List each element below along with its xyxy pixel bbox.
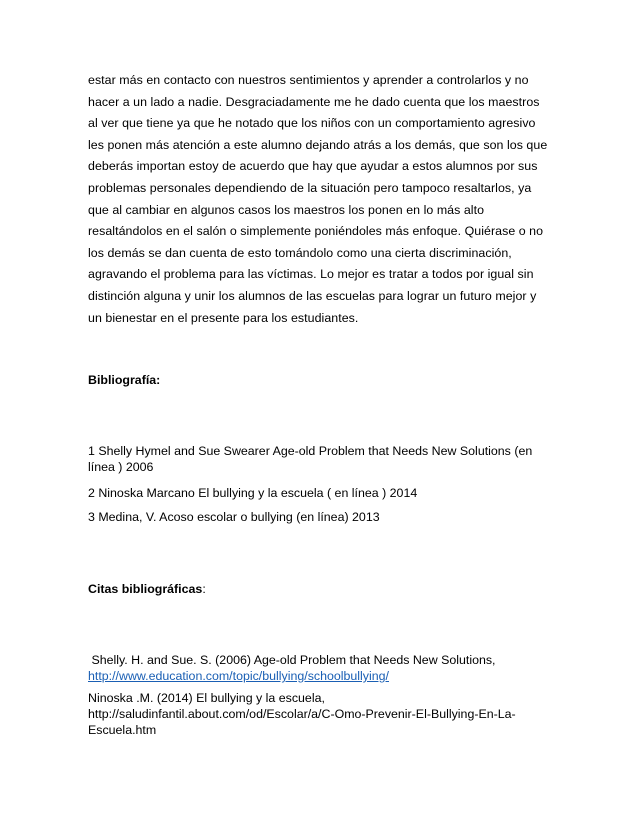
citation-entry-1: [88, 652, 558, 684]
paragraph-line: problemas personales dependiendo de la situación pero tampoco resaltarlos, ya: [88, 180, 532, 195]
citation-url-line: http://saludinfantil.about.com/od/Escolar/a/C-Omo-Prevenir-El-Bullying-En-La-: [88, 707, 516, 721]
bibliografia-heading: Bibliografía:: [88, 373, 161, 387]
paragraph-line: un bienestar en el presente para los estudiantes.: [88, 310, 359, 325]
citation-link[interactable]: http://www.education.com/topic/bullying/schoolbullying/: [88, 669, 389, 683]
bibliography-entry-3: [88, 509, 558, 525]
paragraph-line: distinción alguna y unir los alumnos de las escuelas para lograr un futuro mejor y: [88, 288, 537, 303]
bibliography-entry-line: 3 Medina, V. Acoso escolar o bullying (en línea) 2013: [88, 510, 380, 524]
paragraph-line: deberás importan estoy de acuerdo que hay que ayudar a estos alumnos por sus: [88, 159, 538, 174]
paragraph-line: que al cambiar en algunos casos los maestros los ponen en lo más alto: [88, 202, 485, 217]
body-paragraph: [88, 70, 558, 329]
bibliography-entry-line: 1 Shelly Hymel and Sue Swearer Age-old Problem that Needs New Solutions (en: [88, 444, 533, 458]
bibliography-entry-line: línea ) 2006: [88, 460, 154, 474]
paragraph-line: al ver que tiene ya que he notado que los niños con un comportamiento agresivo: [88, 116, 536, 131]
paragraph-line: estar más en contacto con nuestros sentimientos y aprender a controlarlos y no: [88, 73, 529, 87]
citation-entry-line: Shelly. H. and Sue. S. (2006) Age-old Problem that Needs New Solutions,: [88, 653, 496, 667]
paragraph-line: resaltándolos en el salón o simplemente poniéndoles más enfoque. Quiérase o no: [88, 224, 544, 239]
citas-heading: [88, 582, 206, 596]
bibliography-entry-1: [88, 443, 558, 475]
citation-entry-2: [88, 690, 558, 738]
paragraph-line: agravando el problema para las víctimas. Lo mejor es tratar a todos por igual sin: [88, 267, 534, 282]
paragraph-line: les ponen más atención a este alumno dejando atrás a los demás, que son los que: [88, 137, 548, 152]
bibliography-entry-2: [88, 485, 558, 501]
paragraph-line: hacer a un lado a nadie. Desgraciadamente me he dado cuenta que los maestros: [88, 94, 540, 109]
bibliography-entry-line: 2 Ninoska Marcano El bullying y la escuela ( en línea ) 2014: [88, 486, 418, 500]
citas-heading-colon: :: [202, 582, 206, 596]
paragraph-line: los demás se dan cuenta de esto tomándolo como una cierta discriminación,: [88, 245, 512, 260]
citation-url-line: Escuela.htm: [88, 723, 157, 737]
citas-heading-text: Citas bibliográficas: [88, 582, 203, 596]
citation-entry-line: Ninoska .M. (2014) El bullying y la escuela,: [88, 691, 325, 705]
